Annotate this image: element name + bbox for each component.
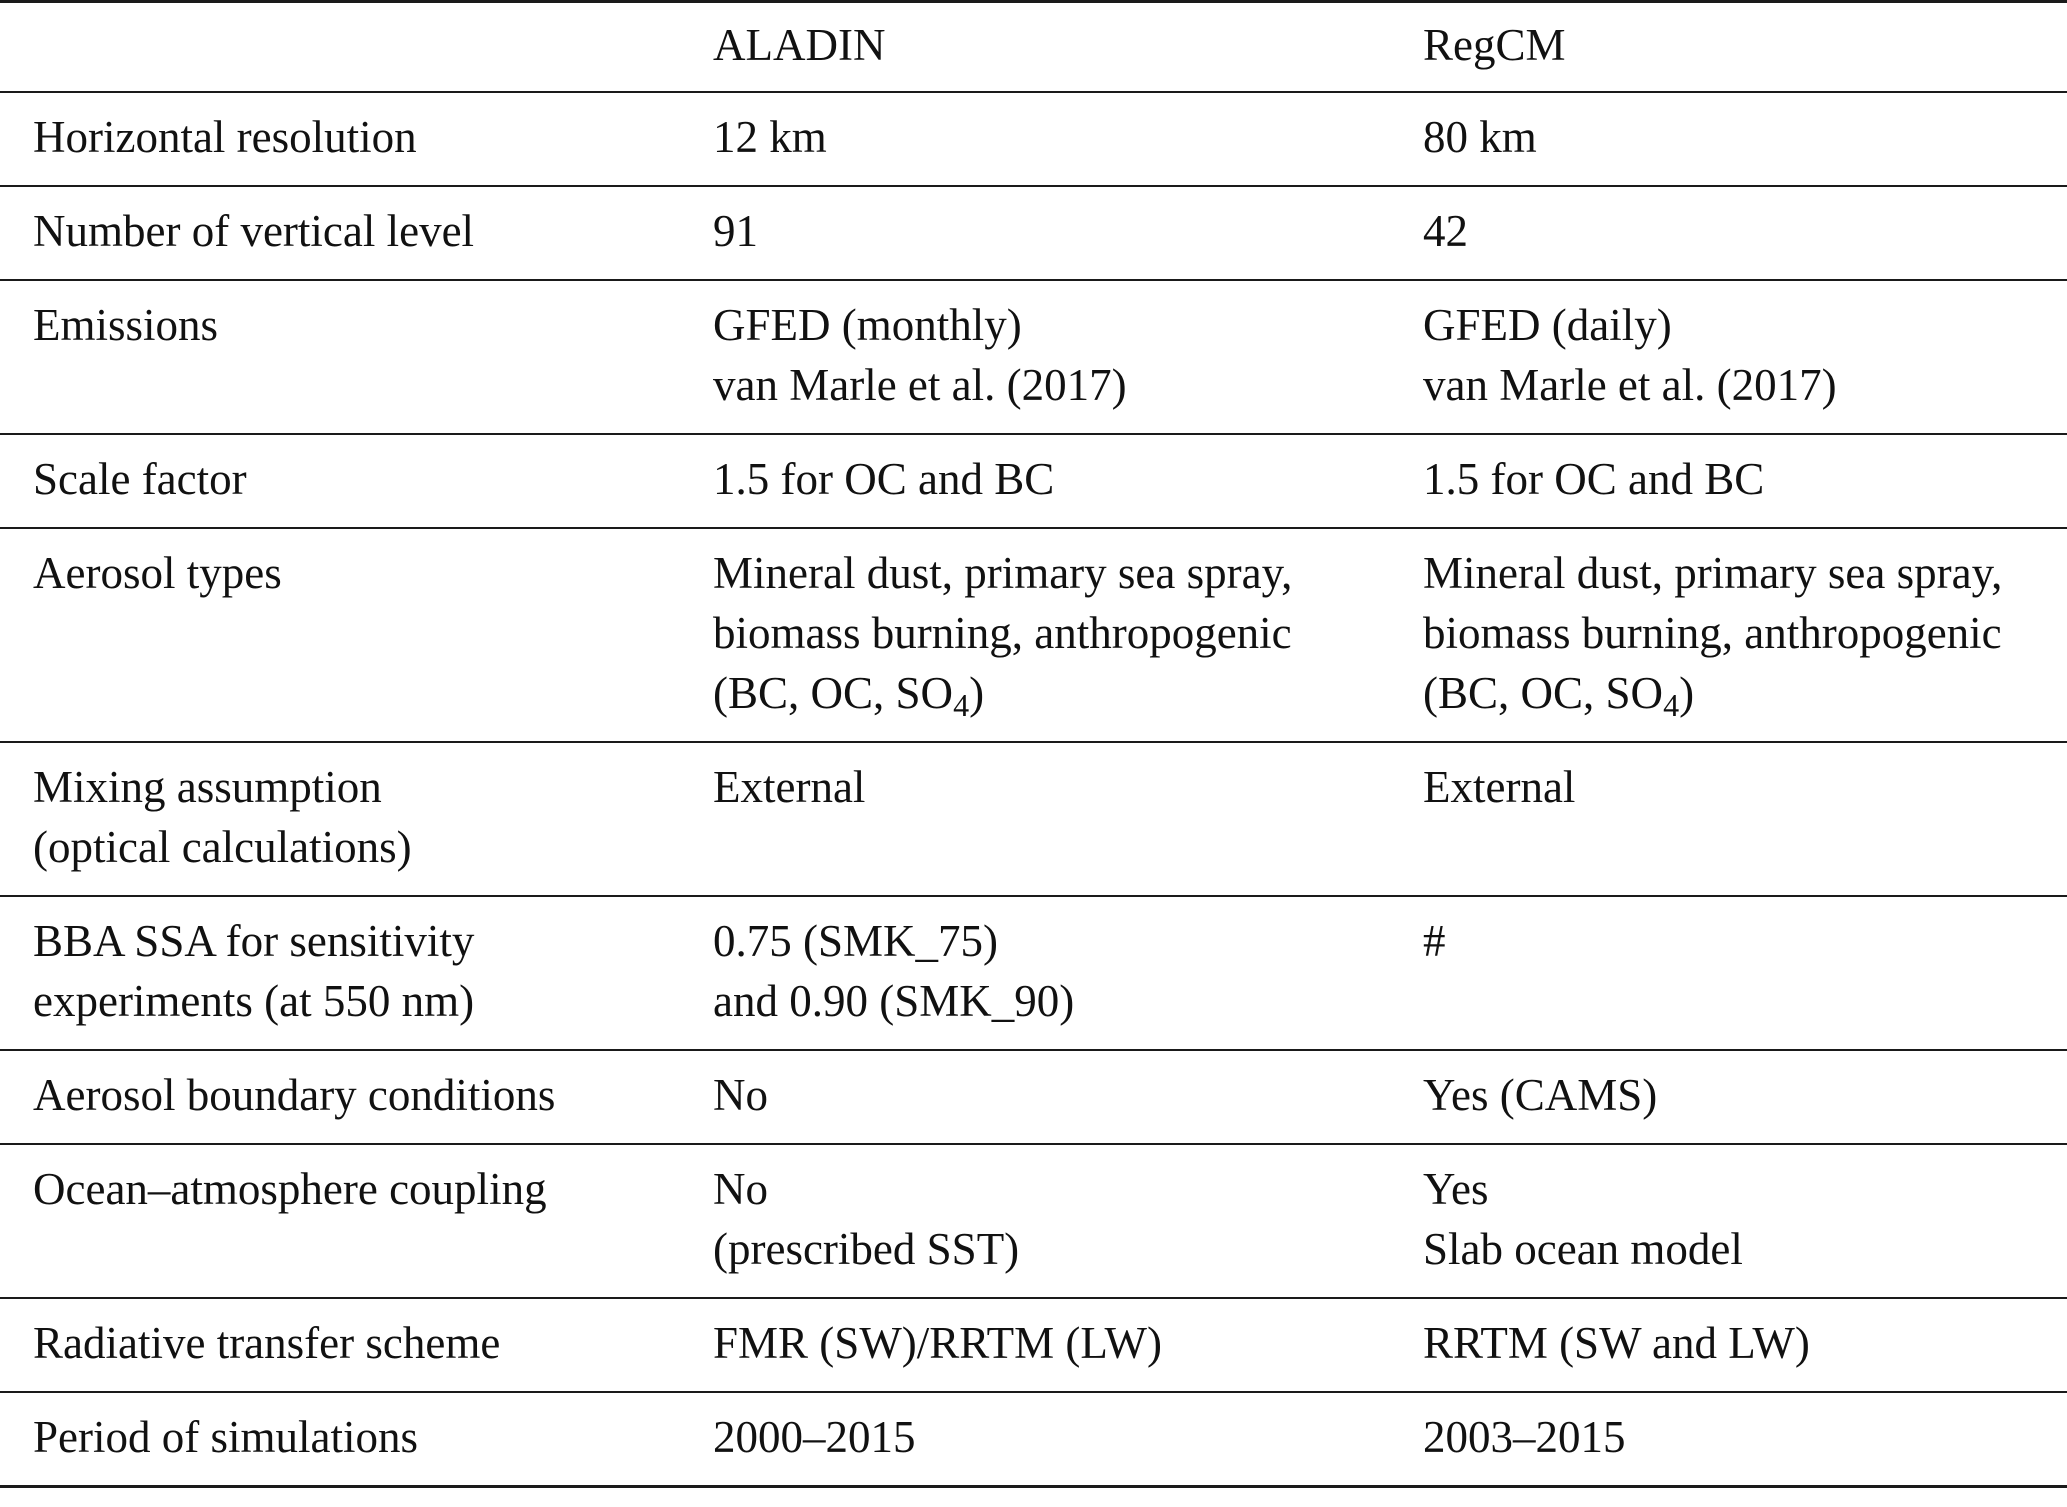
header-regcm: RegCM [1423,2,2067,93]
regcm-cell: GFED (daily) van Marle et al. (2017) [1423,280,2067,434]
table-row [0,896,2067,1050]
aladin-cell: 0.75 (SMK_75) and 0.90 (SMK_90) [713,896,1423,1050]
aladin-cell: 1.5 for OC and BC [713,434,1423,528]
table-row [0,434,2067,528]
row-label: Aerosol boundary conditions [0,1050,713,1144]
aladin-cell: External [713,742,1423,896]
regcm-cell: Mineral dust, primary sea spray, biomass burning, anthropogenic (BC, OC, $SO_4$) [1423,528,2067,742]
chemical-formula: (BC, OC, $SO_4$) [713,668,985,723]
table-row [0,92,2067,186]
table-row [0,1392,2067,1487]
aladin-cell: FMR (SW)/RRTM (LW) [713,1298,1423,1392]
row-label: Period of simulations [0,1392,713,1487]
table-row [0,1144,2067,1298]
table-row [0,742,2067,896]
row-label: Radiative transfer scheme [0,1298,713,1392]
header-empty-cell [0,2,713,93]
regcm-cell: 80 km [1423,92,2067,186]
row-label: Horizontal resolution [0,92,713,186]
aladin-cell: 12 km [713,92,1423,186]
table-row [0,186,2067,280]
table-row [0,1050,2067,1144]
row-label: Number of vertical level [0,186,713,280]
regcm-cell: 2003–2015 [1423,1392,2067,1487]
row-label: Scale factor [0,434,713,528]
row-label: Aerosol types [0,528,713,742]
header-aladin: ALADIN [713,2,1423,93]
aladin-cell: No (prescribed SST) [713,1144,1423,1298]
aladin-cell: Mineral dust, primary sea spray, biomass burning, anthropogenic (BC, OC, $SO_4$) [713,528,1423,742]
table-row [0,1298,2067,1392]
regcm-cell: RRTM (SW and LW) [1423,1298,2067,1392]
regcm-cell: 1.5 for OC and BC [1423,434,2067,528]
regcm-cell: Yes Slab ocean model [1423,1144,2067,1298]
aladin-cell: 2000–2015 [713,1392,1423,1487]
regcm-cell: External [1423,742,2067,896]
header-row [0,2,2067,93]
row-label: Mixing assumption (optical calculations) [0,742,713,896]
regcm-cell: # [1423,896,2067,1050]
row-label: BBA SSA for sensitivity experiments (at 550 nm) [0,896,713,1050]
aladin-cell: 91 [713,186,1423,280]
table-row [0,528,2067,742]
table-row [0,280,2067,434]
chemical-formula: (BC, OC, $SO_4$) [1423,668,1695,723]
aladin-cell: GFED (monthly) van Marle et al. (2017) [713,280,1423,434]
regcm-cell: Yes (CAMS) [1423,1050,2067,1144]
row-label: Emissions [0,280,713,434]
regcm-cell: 42 [1423,186,2067,280]
row-label: Ocean–atmosphere coupling [0,1144,713,1298]
aladin-cell: No [713,1050,1423,1144]
